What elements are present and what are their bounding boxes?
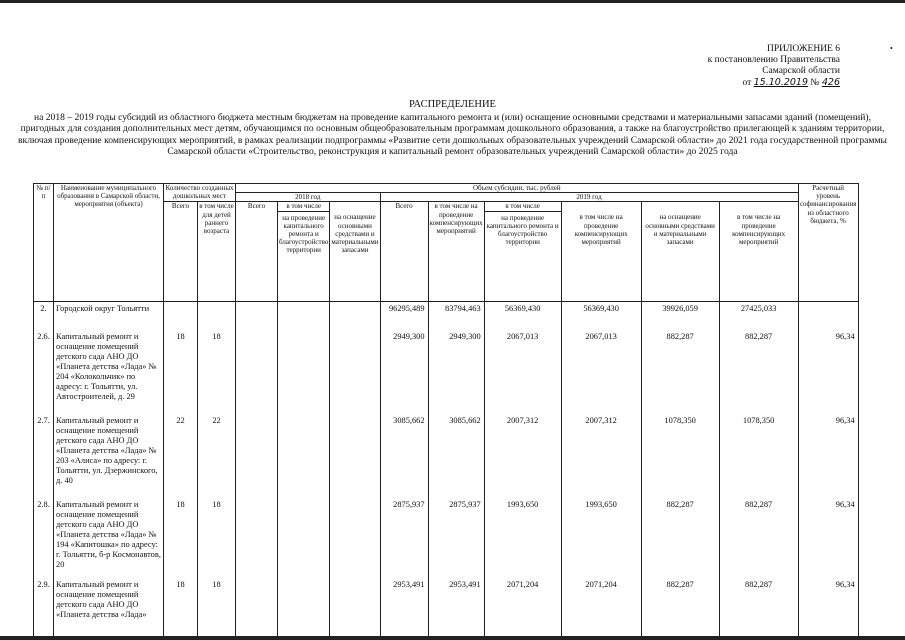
cell-places-early	[198, 302, 236, 330]
header-name: Наименование муниципального образования в Самарской области, мероприятия (объекта)	[54, 184, 164, 302]
cell-num: 2.9.	[34, 578, 54, 638]
cell-places-early: 18	[198, 498, 236, 578]
cell-2019-equip: 39926,059	[641, 302, 719, 330]
table-row	[34, 330, 859, 414]
cell-2018-total	[236, 414, 278, 498]
cell-2019-repair: 2007,312	[484, 414, 561, 498]
cell-2018-total	[236, 330, 278, 414]
header-2019-repair-comp: в том числе на проведение компенсирующих мероприятий	[561, 202, 641, 302]
cell-2018-repair	[278, 578, 330, 638]
table-row	[34, 498, 859, 578]
header-2018-incl: в том числе	[278, 202, 329, 211]
cell-2018-equip	[330, 414, 380, 498]
header-2018-total: Всего	[236, 202, 278, 302]
cell-name: Капитальный ремонт и оснащение помещений детского сада АНО ДО «Планета детства «Лада» № 194 «Капитошка» по адресу: г. Тольятти, б-р Космонавтов, 20	[54, 498, 164, 578]
cell-2019-equip-comp: 882,287	[719, 578, 798, 638]
cell-2019-repair-comp: 2007,312	[561, 414, 641, 498]
cell-num: 2.	[34, 302, 54, 330]
header-2019-equip-comp: в том числе на проведение компенсирующих мероприятий	[719, 202, 798, 302]
cell-2019-repair-comp: 56369,430	[561, 302, 641, 330]
cell-2019-repair: 2071,204	[484, 578, 561, 638]
appendix-block	[700, 44, 840, 89]
cell-2019-comp: 2953,491	[428, 578, 484, 638]
cell-name: Капитальный ремонт и оснащение помещений детского сада АНО ДО «Планета детства «Лада» № 203 «Алиса» по адресу: г. Тольятти, ул. Дзержинского, д. 40	[54, 414, 164, 498]
cell-2019-equip: 882,287	[641, 578, 719, 638]
cell-places-total: 18	[164, 578, 198, 638]
cell-2019-total: 2953,491	[380, 578, 428, 638]
header-2018-repair-text: на проведение капитального ремонта и благоустройство территории	[279, 213, 329, 255]
cell-name: Городской округ Тольятти	[54, 302, 164, 330]
document-title: РАСПРЕДЕЛЕНИЕ	[409, 99, 496, 110]
cell-2019-total: 2949,300	[380, 330, 428, 414]
cell-2018-equip	[330, 330, 380, 414]
cell-rate: 96,34	[798, 578, 858, 638]
header-places-total: Всего	[164, 202, 198, 302]
document-subtitle: на 2018 – 2019 годы субсидий из областного бюджета местным бюджетам на проведение капитального ремонта и (или) оснащение основными средствами и материальными запасами зданий (помещений), пригодных для создания дополнительных мест детям, обучающимся по основным общеобразовательным программам дошкольного образования, а также на благоустройство прилегающей к зданиям территории, включая проведение компенсирующих мероприятий, в рамках реализации подпрограммы «Развитие сети дошкольных образовательных учреждений Самарской области» до 2021 года государственной программы Самарской области «Строительство, реконструкция и капитальный ремонт образовательных учреждений Самарской области» до 2025 года	[18, 112, 887, 158]
cell-2019-comp: 2875,937	[428, 498, 484, 578]
appendix-title: ПРИЛОЖЕНИЕ 6	[766, 44, 840, 54]
cell-2019-comp: 83794,463	[428, 302, 484, 330]
header-2019: 2019 год	[380, 193, 798, 202]
header-2019-incl: в том числе	[485, 202, 561, 211]
header-2019-repair-text: на проведение капитального ремонта и благоустройство территории	[486, 213, 559, 247]
cell-places-early: 22	[198, 414, 236, 498]
cell-2019-equip-comp: 1078,350	[719, 414, 798, 498]
header-2018-repair	[278, 202, 330, 302]
cell-2019-total: 2875,937	[380, 498, 428, 578]
appendix-line1: к постановлению Правительства	[707, 55, 840, 65]
appendix-number: 426	[821, 77, 840, 88]
cell-2018-equip	[330, 498, 380, 578]
cell-places-total: 22	[164, 414, 198, 498]
cell-places-total: 18	[164, 330, 198, 414]
appendix-date-line	[700, 77, 840, 89]
table-body	[34, 302, 859, 638]
scan-bottom-edge	[0, 636, 905, 640]
cell-name: Капитальный ремонт и оснащение помещений детского сада АНО ДО «Планета детства «Лада» № 204 «Колокольчик» по адресу: г. Тольятти, ул. Автостроителей, д. 29	[54, 330, 164, 414]
subsidy-table	[33, 183, 859, 638]
cell-2018-total	[236, 498, 278, 578]
header-2018: 2018 год	[236, 193, 381, 202]
cell-2018-repair	[278, 498, 330, 578]
cell-rate: 96,34	[798, 498, 858, 578]
cell-rate	[798, 302, 858, 330]
appendix-from-label: от	[742, 78, 752, 88]
cell-2019-repair-comp: 1993,650	[561, 498, 641, 578]
cell-num: 2.7.	[34, 414, 54, 498]
cell-2019-equip: 882,287	[641, 498, 719, 578]
appendix-num-label: №	[810, 78, 820, 88]
cell-2018-equip	[330, 578, 380, 638]
cell-2019-equip: 882,287	[641, 330, 719, 414]
header-places-early: в том числе для детей раннего возраста	[198, 202, 236, 302]
cell-2019-repair-comp: 2067,013	[561, 330, 641, 414]
cell-2019-repair: 2067,013	[484, 330, 561, 414]
header-num: № п/п	[34, 184, 54, 302]
cell-2019-equip-comp: 882,287	[719, 498, 798, 578]
header-rate: Расчетный уровень софинансирования из областного бюджета, %	[798, 184, 858, 302]
table-header	[34, 184, 859, 302]
cell-2019-repair: 56369,430	[484, 302, 561, 330]
header-2019-total: Всего	[380, 202, 428, 302]
cell-2019-comp: 2949,300	[428, 330, 484, 414]
cell-num: 2.6.	[34, 330, 54, 414]
cell-2018-total	[236, 578, 278, 638]
cell-2018-total	[236, 302, 278, 330]
table-row	[34, 302, 859, 330]
cell-2019-repair: 1993,650	[484, 498, 561, 578]
appendix-line2: Самарской области	[762, 66, 840, 76]
header-volume: Объем субсидии, тыс. рублей	[236, 184, 799, 193]
cell-2019-total: 96295,489	[380, 302, 428, 330]
cell-places-early: 18	[198, 330, 236, 414]
header-2019-repair	[484, 202, 561, 302]
cell-2019-equip: 1078,350	[641, 414, 719, 498]
cell-num: 2.8.	[34, 498, 54, 578]
cell-2019-comp: 3085,662	[428, 414, 484, 498]
cell-2018-repair	[278, 414, 330, 498]
cell-places-early: 18	[198, 578, 236, 638]
scan-top-edge	[0, 0, 905, 3]
cell-places-total: 18	[164, 498, 198, 578]
scan-mark: •	[890, 44, 893, 53]
cell-2019-total: 3085,662	[380, 414, 428, 498]
cell-rate: 96,34	[798, 414, 858, 498]
cell-name: Капитальный ремонт и оснащение помещений детского сада АНО ДО «Планета детства «Лада»	[54, 578, 164, 638]
cell-2018-repair	[278, 302, 330, 330]
cell-2019-equip-comp: 882,287	[719, 330, 798, 414]
cell-rate: 96,34	[798, 330, 858, 414]
cell-places-total	[164, 302, 198, 330]
header-2019-comp: в том числе на проведение компенсирующих мероприятий	[428, 202, 484, 302]
header-2018-equip: на оснащение основными средствами и материальными запасами	[330, 202, 380, 302]
header-2019-equip: на оснащение основными средствами и материальными запасами	[641, 202, 719, 302]
table-row	[34, 414, 859, 498]
cell-2018-repair	[278, 330, 330, 414]
appendix-date: 15.10.2019	[753, 77, 809, 88]
header-places: Количество созданных дошкольных мест	[165, 184, 234, 201]
cell-2018-equip	[330, 302, 380, 330]
cell-2019-repair-comp: 2071,204	[561, 578, 641, 638]
cell-2019-equip-comp: 27425,033	[719, 302, 798, 330]
table-row	[34, 578, 859, 638]
